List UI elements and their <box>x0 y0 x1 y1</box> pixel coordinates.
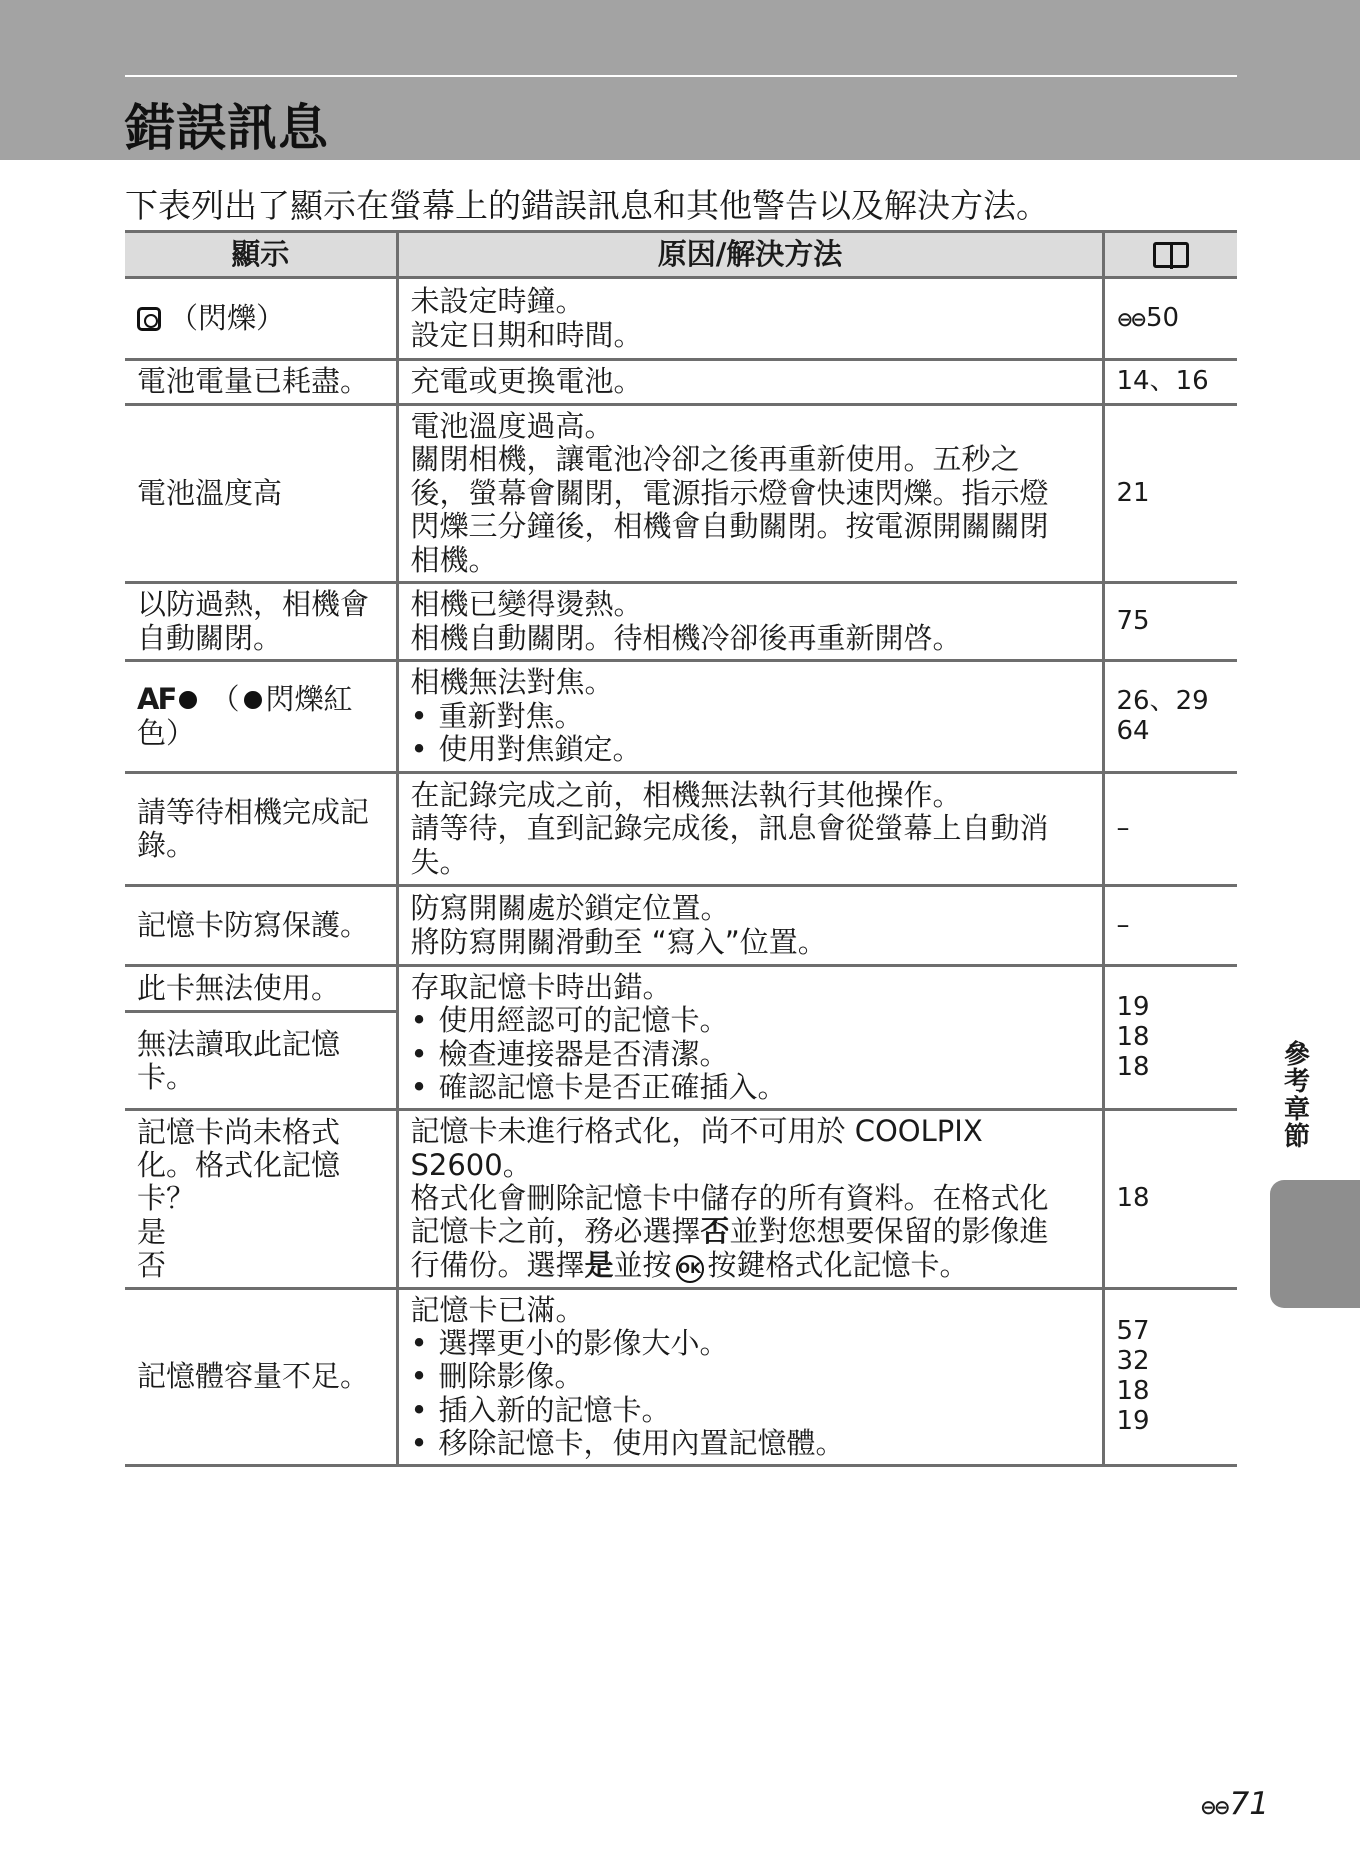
display-cell: 記憶卡尚未格式 化。格式化記憶 卡？ 是 否 <box>125 1110 397 1288</box>
reference-cell: – <box>1103 773 1237 886</box>
table-row <box>125 773 1237 886</box>
page-title: 錯誤訊息 <box>125 99 329 157</box>
cause-cell: 防寫開關處於鎖定位置。 將防寫開關滑動至 “寫入”位置。 <box>397 886 1103 966</box>
book-icon <box>1153 242 1189 268</box>
focus-dot-icon <box>179 691 197 709</box>
reference-cell: – <box>1103 886 1237 966</box>
cause-cell: 未設定時鐘。 設定日期和時間。 <box>397 278 1103 360</box>
table-row <box>125 966 1237 1012</box>
af-indicator-icon: AF <box>137 682 176 717</box>
header-reference <box>1103 232 1237 278</box>
cause-cell: 充電或更換電池。 <box>397 360 1103 405</box>
list-item: • 重新對焦。 <box>411 700 1090 733</box>
list-item: • 移除記憶卡，使用內置記憶體。 <box>411 1427 1090 1460</box>
cause-cell: 存取記憶卡時出錯。 • 使用經認可的記憶卡。 • 檢查連接器是否清潔。 • 確認記憶卡是否正確插入。 <box>397 966 1103 1110</box>
table-row <box>125 886 1237 966</box>
red-dot-icon <box>244 691 262 709</box>
reference-cell: 26、29 64 <box>1103 661 1237 773</box>
header-display: 顯示 <box>125 232 397 278</box>
cause-cell: 記憶卡未進行格式化，尚不可用於 COOLPIX S2600。 格式化會刪除記憶卡中儲存的所有資料。在格式化 記憶卡之前，務必選擇否並對您想要保留的影像進 行備份。選擇是並按 OK 按鍵格式化記憶卡。 <box>397 1110 1103 1288</box>
reference-cell: 19 18 18 <box>1103 966 1237 1110</box>
reference-cell: 75 <box>1103 583 1237 661</box>
list-item: • 確認記憶卡是否正確插入。 <box>411 1071 1090 1104</box>
ok-button-icon: OK <box>676 1255 704 1283</box>
reference-cell: 57 32 18 19 <box>1103 1288 1237 1466</box>
display-cell: 記憶體容量不足。 <box>125 1288 397 1466</box>
reference-cell: 21 <box>1103 405 1237 583</box>
reference-cell: 18 <box>1103 1110 1237 1288</box>
display-cell: 無法讀取此記憶 卡。 <box>125 1012 397 1110</box>
list-item: • 使用經認可的記憶卡。 <box>411 1004 1090 1037</box>
table-row <box>125 661 1237 773</box>
table-header-row <box>125 232 1237 278</box>
side-tab-label: 參考章節 <box>1283 1040 1310 1152</box>
display-cell: 電池電量已耗盡。 <box>125 360 397 405</box>
cause-cell: 記憶卡已滿。 • 選擇更小的影像大小。 • 刪除影像。 • 插入新的記憶卡。 • 移除記憶卡，使用內置記憶體。 <box>397 1288 1103 1466</box>
error-message-table <box>125 230 1237 1467</box>
table-row <box>125 1110 1237 1288</box>
display-cell: 此卡無法使用。 <box>125 966 397 1012</box>
header-cause: 原因/解決方法 <box>397 232 1103 278</box>
list-item: • 選擇更小的影像大小。 <box>411 1327 1090 1360</box>
reference-section-icon: ⊖⊖ <box>1200 1795 1228 1819</box>
display-cell: 以防過熱，相機會 自動關閉。 <box>125 583 397 661</box>
table-row <box>125 583 1237 661</box>
list-item: • 刪除影像。 <box>411 1360 1090 1393</box>
table-row <box>125 278 1237 360</box>
cause-cell: 電池溫度過高。 關閉相機，讓電池冷卻之後再重新使用。五秒之 後，螢幕會關閉，電源指示燈會快速閃爍。指示燈 閃爍三分鐘後，相機會自動關閉。按電源開關關閉 相機。 <box>397 405 1103 583</box>
page-number: ⊖⊖71 <box>1200 1786 1269 1822</box>
clock-icon <box>137 307 161 331</box>
display-cell: AF （ 閃爍紅 色） <box>125 661 397 773</box>
reference-section-icon: ⊖⊖ <box>1116 306 1145 331</box>
display-cell: 請等待相機完成記 錄。 <box>125 773 397 886</box>
cause-cell: 相機已變得燙熱。 相機自動關閉。待相機冷卻後再重新開啓。 <box>397 583 1103 661</box>
side-tab <box>1270 1180 1360 1308</box>
header-rule <box>125 75 1237 77</box>
table-row <box>125 360 1237 405</box>
list-item: • 插入新的記憶卡。 <box>411 1394 1090 1427</box>
display-cell: 記憶卡防寫保護。 <box>125 886 397 966</box>
reference-cell: 14、16 <box>1103 360 1237 405</box>
table-row <box>125 1288 1237 1466</box>
list-item: • 使用對焦鎖定。 <box>411 733 1090 766</box>
intro-text: 下表列出了顯示在螢幕上的錯誤訊息和其他警告以及解決方法。 <box>125 186 1049 225</box>
reference-cell: ⊖⊖50 <box>1103 278 1237 360</box>
cause-cell: 相機無法對焦。 • 重新對焦。 • 使用對焦鎖定。 <box>397 661 1103 773</box>
list-item: • 檢查連接器是否清潔。 <box>411 1038 1090 1071</box>
table-row <box>125 405 1237 583</box>
cause-cell: 在記錄完成之前，相機無法執行其他操作。 請等待，直到記錄完成後，訊息會從螢幕上自動消 失。 <box>397 773 1103 886</box>
display-cell: 電池溫度高 <box>125 405 397 583</box>
display-cell: （閃爍） <box>125 278 397 360</box>
